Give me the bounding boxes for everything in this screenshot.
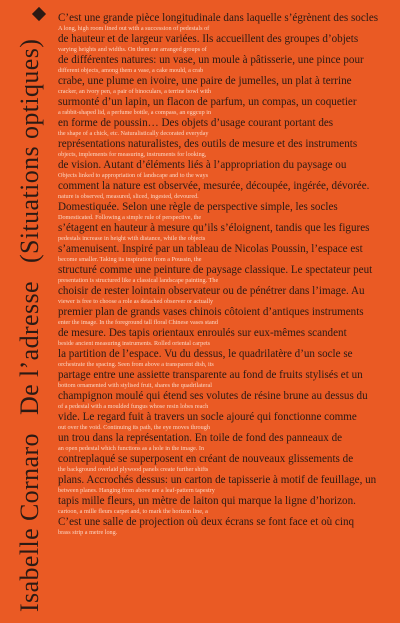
english-line: orchestrate the spacing. Seen from above a transparent dish, its [58, 360, 214, 368]
french-line: plans. Accrochés dessus: un carton de tapisserie à motif de feuillage, un [58, 473, 377, 486]
english-line: pedestals increase in height with distance, while the objects [58, 234, 206, 242]
english-line: varying heights and widths. On them are arranged groups of [58, 45, 207, 53]
french-line: structuré comme une peinture de paysage classique. Le spectateur peut [58, 263, 373, 276]
english-line: beside ancient measuring instruments. Rolled oriental carpets [58, 339, 211, 347]
french-line: de différentes natures: un vase, un moule à pâtisserie, une pince pour [58, 53, 364, 66]
book-subtitle: (Situations optiques) [15, 38, 44, 264]
spine-title [8, 20, 52, 612]
english-line: of a pedestal with a moulded fungus whose resin lobes reach [58, 402, 209, 410]
english-line: Domesticated. Following a simple rule of perspective, the [58, 213, 202, 221]
english-line: out over the void. Continuing its path, the eye moves through [58, 423, 210, 431]
french-line: crabe, une plume en ivoire, une paire de jumelles, un plat à terrine [58, 74, 352, 87]
english-line: the background overlaid plywood panels create further shifts [58, 465, 209, 473]
french-line: s’amenuisent. Inspiré par un tableau de Nicolas Poussin, l’espace est [58, 242, 363, 255]
english-line: enter the image. In the foreground tall floral Chinese vases stand [58, 318, 218, 326]
english-line: a rabbit-shaped lid, a perfume bottle, a compass, an eggcup in [58, 108, 212, 116]
french-line: s’étagent en hauteur à mesure qu’ils s’éloignent, tandis que les figures [58, 221, 370, 234]
french-line: C’est une salle de projection où deux écrans se font face et où cinq [58, 515, 355, 528]
english-line: cartoon, a mille fleurs carpet and, to mark the horizon line, a [58, 507, 208, 515]
author-name: Isabelle Cornaro [15, 433, 44, 612]
french-line: vide. Le regard fuit à travers un socle ajouré qui fonctionne comme [58, 410, 357, 423]
french-line: contreplaqué se superposent en créant de nouveaux glissements de [58, 452, 354, 465]
french-line: la partition de l’espace. Vu du dessus, le quadrilatère d’un socle se [58, 347, 353, 360]
english-line: brass strip a metre long. [58, 528, 118, 536]
book-title: De l’adresse [15, 281, 44, 416]
french-line: choisir de rester lointain observateur ou de pénétrer dans l’image. Au [58, 284, 365, 297]
english-line: viewer is free to choose a role as detached observer or actually [58, 297, 214, 305]
english-line: the shape of a chick, etc. Naturalistically decorated everyday [58, 129, 209, 137]
french-line: partage entre une assiette transparente au fond de fruits stylisés et un [58, 368, 363, 381]
english-line: cracker, an ivory pen, a pair of binoculars, a terrine bowl with [58, 87, 212, 95]
french-line: en forme de poussin… Des objets d’usage courant portant des [58, 116, 334, 129]
french-line: champignon moulé qui étend ses volutes de résine brune au dessus du [58, 389, 368, 402]
english-line: different objects, among them a vase, a cake mould, a crab [58, 66, 204, 74]
french-line: premier plan de grands vases chinois côtoient d’antiques instruments [58, 305, 364, 318]
english-line: objects, implements for measuring, instruments for looking, [58, 150, 207, 158]
french-line: tapis mille fleurs, un mètre de laiton qui marque la ligne d’horizon. [58, 494, 356, 507]
french-line: Domestiquée. Selon une règle de perspective simple, les socles [58, 200, 338, 213]
french-line: C’est une grande pièce longitudinale dans laquelle s’égrènent des socles [58, 12, 379, 24]
french-line: représentations naturalistes, des outils de mesure et des instruments [58, 137, 358, 150]
diamond-ornament-icon [32, 7, 46, 21]
english-line: become smaller. Taking its inspiration from a Poussin, the [58, 255, 202, 263]
body-text [58, 12, 392, 537]
english-line: A long, high room lined out with a succession of pedestals of [58, 25, 210, 32]
french-line: comment la nature est observée, mesurée, découpée, ingérée, dévorée. [58, 179, 370, 192]
english-line: presentation is structured like a classical landscape painting. The [58, 276, 219, 284]
english-line: nature is observed, measured, sliced, ingested, devoured. [58, 192, 199, 200]
french-line: surmonté d’un lapin, un flacon de parfum, un compas, un coquetier [58, 95, 357, 108]
english-line: between planes. Hanging from above are a leaf-pattern tapestry [58, 486, 215, 494]
english-line: bottom ornamented with stylised fruit, shares the quadrilateral [58, 381, 212, 389]
french-line: de vision. Autant d’éléments liés à l’appropriation du paysage ou [58, 158, 347, 171]
english-line: Objects linked to appropriation of landscape and to the ways [58, 171, 209, 179]
english-line: an open pedestal which functions as a hole in the image. In [58, 444, 205, 452]
french-line: de hauteur et de largeur variées. Ils accueillent des groupes d’objets [58, 32, 359, 45]
french-line: un trou dans la représentation. En toile de fond des panneaux de [58, 431, 343, 444]
french-line: de mesure. Des tapis orientaux enroulés sur eux-mêmes scandent [58, 326, 347, 339]
